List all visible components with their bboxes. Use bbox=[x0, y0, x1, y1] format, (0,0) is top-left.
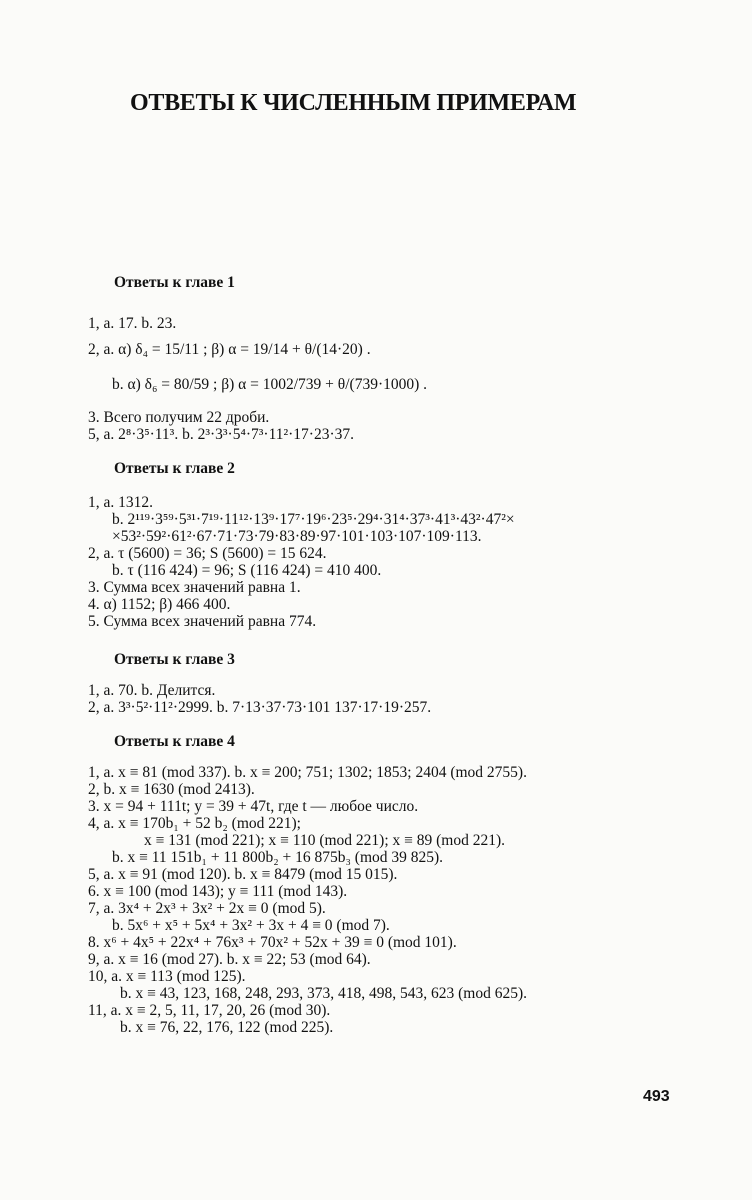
chapter-4-answer-10a: 10, a. x ≡ 113 (mod 125). bbox=[88, 968, 246, 985]
chapter-1-answer-1: 1, a. 17. b. 23. bbox=[88, 315, 177, 332]
chapter-3-answer-1: 1, a. 70. b. Делится. bbox=[88, 682, 216, 699]
chapter-4-answer-11a: 11, a. x ≡ 2, 5, 11, 17, 20, 26 (mod 30). bbox=[88, 1002, 331, 1019]
chapter-4-answer-3: 3. x = 94 + 111t; y = 39 + 47t, где t — любое число. bbox=[88, 798, 419, 815]
chapter-4-answer-1: 1, a. x ≡ 81 (mod 337). b. x ≡ 200; 751; 1302; 1853; 2404 (mod 2755). bbox=[88, 764, 527, 781]
chapter-4-answer-8: 8. x⁶ + 4x⁵ + 22x⁴ + 76x³ + 70x² + 52x + 39 ≡ 0 (mod 101). bbox=[88, 934, 457, 951]
chapter-2-answer-2b: b. τ (116 424) = 96; S (116 424) = 410 400. bbox=[112, 562, 382, 579]
chapter-2-answer-2a: 2, a. τ (5600) = 36; S (5600) = 15 624. bbox=[88, 545, 327, 562]
chapter-1-answer-2b: b. α) δ₆ = 80/59 ; β) α = 1002/739 + θ/(739·1000) . bbox=[112, 376, 428, 393]
chapter-2-answer-1a: 1, a. 1312. bbox=[88, 494, 154, 511]
chapter-3-heading: Ответы к главе 3 bbox=[114, 651, 235, 668]
chapter-4-heading: Ответы к главе 4 bbox=[114, 733, 235, 750]
chapter-4-answer-2: 2, b. x ≡ 1630 (mod 2413). bbox=[88, 781, 255, 798]
chapter-4-answer-10b: b. x ≡ 43, 123, 168, 248, 293, 373, 418, 498, 543, 623 (mod 625). bbox=[120, 985, 527, 1002]
chapter-4-answer-4a-cont: x ≡ 131 (mod 221); x ≡ 110 (mod 221); x ≡ 89 (mod 221). bbox=[144, 832, 506, 849]
chapter-4-answer-7b: b. 5x⁶ + x⁵ + 5x⁴ + 3x² + 3x + 4 ≡ 0 (mod 7). bbox=[112, 917, 390, 934]
chapter-1-answer-5: 5, a. 2⁸·3⁵·11³. b. 2³·3³·5⁴·7³·11²·17·23·37. bbox=[88, 426, 355, 443]
chapter-4-answer-4b: b. x ≡ 11 151b₁ + 11 800b₂ + 16 875b₃ (mod 39 825). bbox=[112, 849, 444, 866]
chapter-2-heading: Ответы к главе 2 bbox=[114, 460, 235, 477]
chapter-4-answer-4a: 4, a. x ≡ 170b₁ + 52 b₂ (mod 221); bbox=[88, 815, 301, 832]
chapter-4-answer-5: 5, a. x ≡ 91 (mod 120). b. x ≡ 8479 (mod 15 015). bbox=[88, 866, 398, 883]
chapter-4-answer-9: 9, a. x ≡ 16 (mod 27). b. x ≡ 22; 53 (mod 64). bbox=[88, 951, 371, 968]
chapter-4-answer-7a: 7, a. 3x⁴ + 2x³ + 3x² + 2x ≡ 0 (mod 5). bbox=[88, 900, 326, 917]
chapter-2-answer-1b: b. 2¹¹⁹·3⁵⁹·5³¹·7¹⁹·11¹²·13⁹·17⁷·19⁶·23⁵·29⁴·31⁴·37³·41³·43²·47²× bbox=[112, 511, 515, 528]
chapter-2-answer-3: 3. Сумма всех значений равна 1. bbox=[88, 579, 301, 596]
chapter-2-answer-1b-cont: ×53²·59²·61²·67·71·73·79·83·89·97·101·103·107·109·113. bbox=[112, 528, 482, 545]
chapter-1-answer-3: 3. Всего получим 22 дроби. bbox=[88, 409, 270, 426]
chapter-2-answer-4: 4. α) 1152; β) 466 400. bbox=[88, 596, 231, 613]
chapter-2-answer-5: 5. Сумма всех значений равна 774. bbox=[88, 613, 317, 630]
page-title: ОТВЕТЫ К ЧИСЛЕННЫМ ПРИМЕРАМ bbox=[130, 90, 577, 116]
chapter-4-answer-11b: b. x ≡ 76, 22, 176, 122 (mod 225). bbox=[120, 1019, 334, 1036]
page-number: 493 bbox=[643, 1088, 670, 1105]
chapter-4-answer-6: 6. x ≡ 100 (mod 143); y ≡ 111 (mod 143). bbox=[88, 883, 348, 900]
chapter-1-heading: Ответы к главе 1 bbox=[114, 274, 235, 291]
chapter-3-answer-2: 2, a. 3³·5²·11²·2999. b. 7·13·37·73·101 137·17·19·257. bbox=[88, 699, 432, 716]
chapter-1-answer-2a: 2, a. α) δ₄ = 15/11 ; β) α = 19/14 + θ/(14·20) . bbox=[88, 341, 371, 358]
